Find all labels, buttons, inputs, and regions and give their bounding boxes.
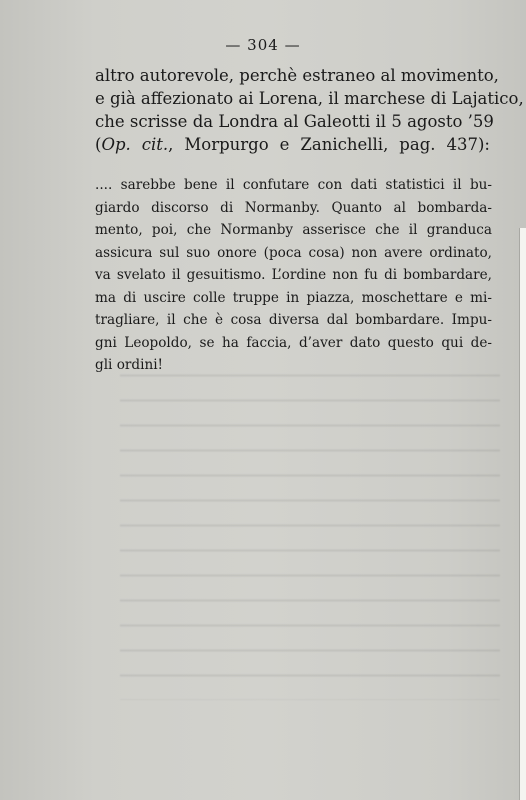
block-quote: [95, 174, 492, 377]
main-paragraph: [95, 64, 524, 156]
quote-line: mento, poi, che Normanby asserisce che il granduca: [95, 222, 492, 238]
quote-line: gli ordini!: [95, 357, 164, 373]
quote-line: tragliare, il che è cosa diversa dal bombardare. Impu-: [95, 312, 492, 328]
quote-line: giardo discorso di Normanby. Quanto al bombarda-: [95, 199, 492, 216]
quote-line: ma di uscire colle truppe in piazza, moschettare e mi-: [95, 289, 492, 306]
page-edge: [519, 228, 526, 800]
main-line: che scrisse da Londra al Galeotti il 5 agosto ’59: [95, 112, 494, 131]
quote-line: va svelato il gesuitismo. L’ordine non fu di bombardare,: [95, 267, 492, 283]
main-line: e già affezionato ai Lorena, il marchese di Lajatico,: [95, 89, 524, 108]
quote-line: assicura sul suo onore (poca cosa) non avere ordinato,: [95, 244, 492, 261]
quote-line: .... sarebbe bene il confutare con dati statistici il bu-: [95, 177, 492, 193]
quote-line: gni Leopoldo, se ha faccia, d’aver dato questo qui de-: [95, 334, 492, 351]
citation-title: Op. cit.: [101, 135, 169, 154]
main-line-citation: (Op. cit., Morpurgo e Zanichelli, pag. 437):: [95, 135, 490, 154]
main-line: altro autorevole, perchè estraneo al movimento,: [95, 66, 499, 85]
bleed-through-texture: [120, 360, 500, 700]
page-number: — 304 —: [225, 36, 301, 54]
